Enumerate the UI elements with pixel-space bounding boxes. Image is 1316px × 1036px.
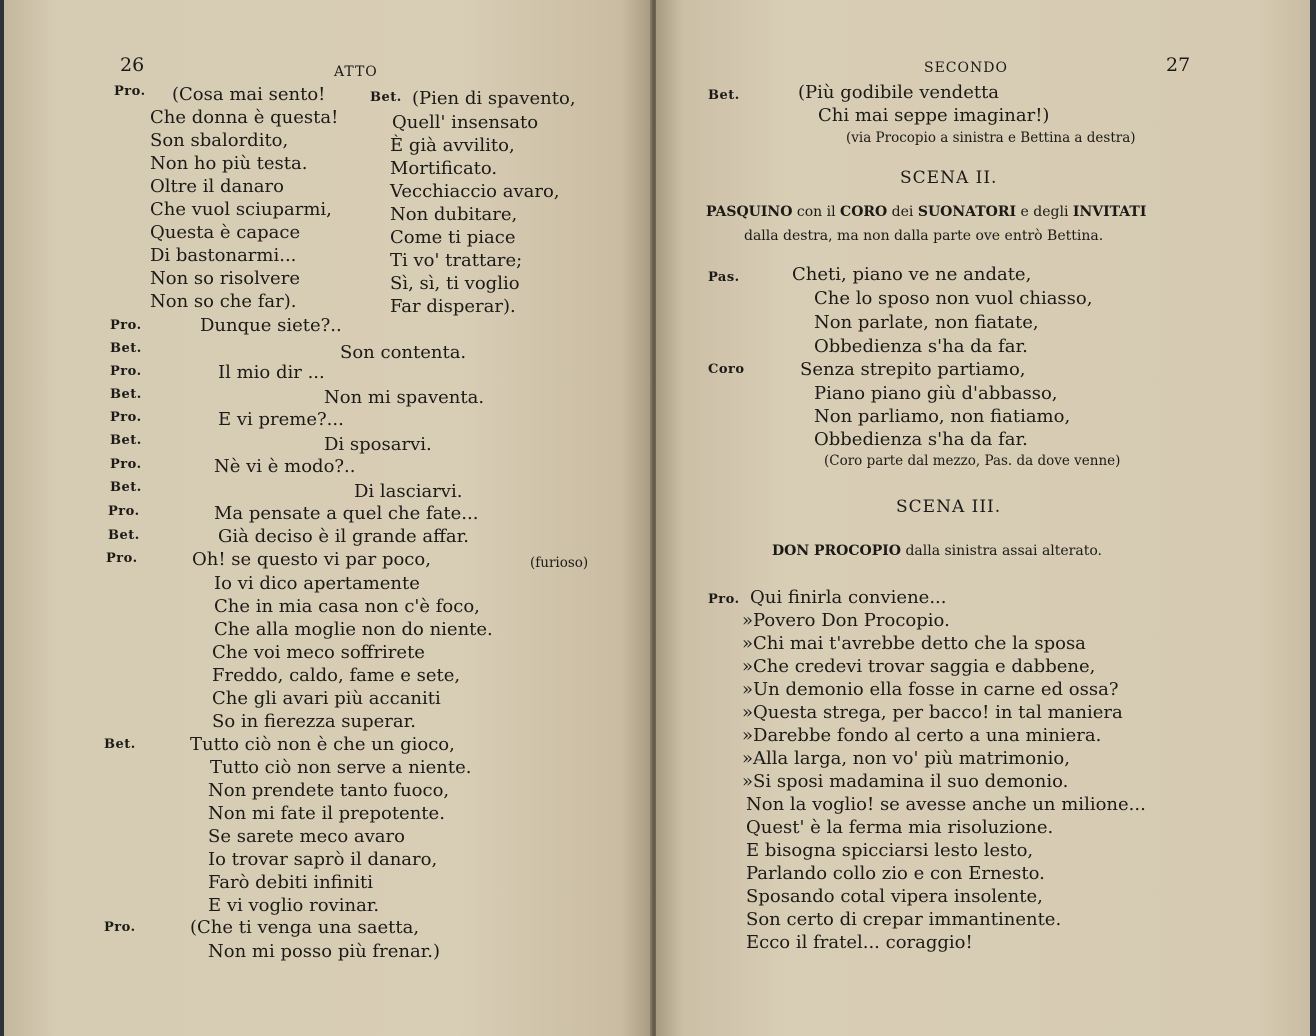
verse-line: Non so risolvere [150, 268, 300, 289]
speaker-label: Pro. [106, 551, 138, 566]
verse-line: (Cosa mai sento! [172, 84, 326, 105]
verse-line: Quest' è la ferma mia risoluzione. [746, 817, 1054, 838]
verse-line: Non mi posso più frenar.) [208, 941, 441, 962]
heading-text: con il [796, 204, 836, 220]
speaker-label: Bet. [708, 88, 740, 103]
verse-line: Che vuol sciuparmi, [150, 199, 332, 220]
verse-line: »Che credevi trovar saggia e dabbene, [742, 656, 1096, 677]
heading-name: DON PROCOPIO [772, 543, 901, 559]
verse-line: Che voi meco soffrirete [212, 642, 425, 663]
verse-line: Io vi dico apertamente [214, 573, 420, 594]
verse-line: Ma pensate a quel che fate... [214, 503, 479, 524]
verse-line: »Darebbe fondo al certo a una miniera. [742, 725, 1102, 746]
speaker-label: Pro. [104, 920, 136, 935]
heading-text: dei [891, 204, 914, 220]
verse-line: »Questa strega, per bacco! in tal maniera [742, 702, 1123, 723]
scene-heading [772, 543, 1102, 559]
verse-line: Nè vi è modo?.. [214, 456, 356, 477]
verse-line: »Un demonio ella fosse in carne ed ossa? [742, 679, 1119, 700]
verse-line: Parlando collo zio e con Ernesto. [746, 863, 1045, 884]
verse-line: Son sbalordito, [150, 130, 289, 151]
verse-line: Che donna è questa! [150, 107, 339, 128]
verse-line: Vecchiaccio avaro, [390, 181, 560, 202]
verse-line: Non la voglio! se avesse anche un milione... [746, 794, 1146, 815]
verse-line: E vi preme?... [218, 409, 344, 430]
verse-line: Questa è capace [150, 222, 301, 243]
verse-line: Ecco il fratel... coraggio! [746, 932, 973, 953]
verse-line: Mortificato. [390, 158, 498, 179]
scene-heading [706, 204, 1146, 220]
heading-name: SUONATORI [917, 204, 1017, 220]
verse-line: Qui finirla conviene... [750, 587, 947, 608]
speaker-label: Pro. [108, 504, 140, 519]
speaker-label: Coro [708, 362, 745, 377]
verse-line: Non parlate, non fiatate, [814, 312, 1039, 333]
verse-line: Già deciso è il grande affar. [218, 526, 469, 547]
verse-line: Come ti piace [390, 227, 516, 248]
verse-line: E vi voglio rovinar. [208, 895, 380, 916]
verse-line: Di lasciarvi. [354, 481, 463, 502]
speaker-label: Bet. [110, 433, 142, 448]
heading-text: dalla sinistra assai alterato. [905, 543, 1102, 559]
verse-line: Tutto ciò non serve a niente. [210, 757, 472, 778]
verse-line: Tutto ciò non è che un gioco, [190, 734, 455, 755]
verse-line: »Alla larga, non vo' più matrimonio, [742, 748, 1070, 769]
verse-line: »Chi mai t'avrebbe detto che la sposa [742, 633, 1086, 654]
verse-line: Di bastonarmi... [150, 245, 297, 266]
verse-line: Di sposarvi. [324, 434, 432, 455]
speaker-label: Bet. [104, 737, 136, 752]
stage-direction: (furioso) [530, 555, 589, 571]
left-page [4, 0, 654, 1036]
running-head: ATTO [334, 64, 378, 80]
verse-line: Non so che far). [150, 291, 297, 312]
verse-line: Che gli avari più accaniti [212, 688, 441, 709]
heading-name: CORO [840, 204, 888, 220]
heading-name: PASQUINO [706, 204, 793, 220]
speaker-label: Bet. [110, 387, 142, 402]
verse-line: Cheti, piano ve ne andate, [792, 264, 1032, 285]
speaker-label: Bet. [370, 90, 402, 105]
verse-line: Farò debiti infiniti [208, 872, 374, 893]
verse-line: Far disperar). [390, 296, 516, 317]
verse-line: Non mi fate il prepotente. [208, 803, 445, 824]
verse-line: Sposando cotal vipera insolente, [746, 886, 1043, 907]
page-number: 26 [120, 54, 145, 76]
verse-line: Senza strepito partiamo, [800, 359, 1026, 380]
verse-line: Dunque siete?.. [200, 315, 342, 336]
verse-line: Non parliamo, non fiatiamo, [814, 406, 1071, 427]
stage-direction: (Coro parte dal mezzo, Pas. da dove venne) [824, 453, 1121, 469]
speaker-label: Pro. [110, 318, 142, 333]
verse-line: Il mio dir ... [218, 362, 325, 383]
heading-name: INVITATI [1072, 204, 1147, 220]
speaker-label: Bet. [110, 480, 142, 495]
verse-line: Oltre il danaro [150, 176, 284, 197]
scene-title: SCENA III. [896, 497, 1002, 517]
speaker-label: Pro. [708, 592, 740, 607]
verse-line: (Più godibile vendetta [798, 82, 1000, 103]
verse-line: »Povero Don Procopio. [742, 610, 950, 631]
verse-line: Freddo, caldo, fame e sete, [212, 665, 461, 686]
verse-line: Obbedienza s'ha da far. [814, 336, 1028, 357]
verse-line: Non prendete tanto fuoco, [208, 780, 450, 801]
verse-line: Son certo di crepar immantinente. [746, 909, 1062, 930]
verse-line: Sì, sì, ti voglio [390, 273, 520, 294]
speaker-label: Pas. [708, 270, 740, 285]
verse-line: E bisogna spicciarsi lesto lesto, [746, 840, 1034, 861]
verse-line: Oh! se questo vi par poco, [192, 549, 431, 570]
speaker-label: Bet. [108, 528, 140, 543]
verse-line: Son contenta. [340, 342, 467, 363]
speaker-label: Pro. [110, 457, 142, 472]
verse-line: (Che ti venga una saetta, [190, 917, 420, 938]
verse-line: Obbedienza s'ha da far. [814, 429, 1028, 450]
scene-heading-line: dalla destra, ma non dalla parte ove entrò Bettina. [744, 228, 1104, 244]
verse-line: Io trovar saprò il danaro, [208, 849, 438, 870]
verse-line: Se sarete meco avaro [208, 826, 405, 847]
verse-line: Piano piano giù d'abbasso, [814, 383, 1058, 404]
page-number: 27 [1166, 54, 1191, 76]
verse-line: Ti vo' trattare; [390, 250, 523, 271]
stage-direction: (via Procopio a sinistra e Bettina a destra) [846, 130, 1136, 146]
right-page [656, 0, 1310, 1036]
verse-line: Che in mia casa non c'è foco, [214, 596, 480, 617]
verse-line: Chi mai seppe imaginar!) [818, 105, 1050, 126]
speaker-label: Pro. [110, 410, 142, 425]
verse-line: Non mi spaventa. [324, 387, 485, 408]
speaker-label: Pro. [114, 84, 146, 99]
verse-line: (Pien di spavento, [412, 88, 576, 109]
speaker-label: Bet. [110, 341, 142, 356]
running-head: SECONDO [924, 60, 1008, 76]
verse-line: Che lo sposo non vuol chiasso, [814, 288, 1093, 309]
verse-line: »Si sposi madamina il suo demonio. [742, 771, 1069, 792]
heading-text: e degli [1020, 204, 1069, 220]
scene-title: SCENA II. [900, 168, 998, 188]
verse-line: Non dubitare, [390, 204, 518, 225]
verse-line: Non ho più testa. [150, 153, 308, 174]
verse-line: So in fierezza superar. [212, 711, 416, 732]
verse-line: È già avvilito, [390, 135, 515, 156]
verse-line: Che alla moglie non do niente. [214, 619, 493, 640]
speaker-label: Pro. [110, 364, 142, 379]
verse-line: Quell' insensato [392, 112, 539, 133]
